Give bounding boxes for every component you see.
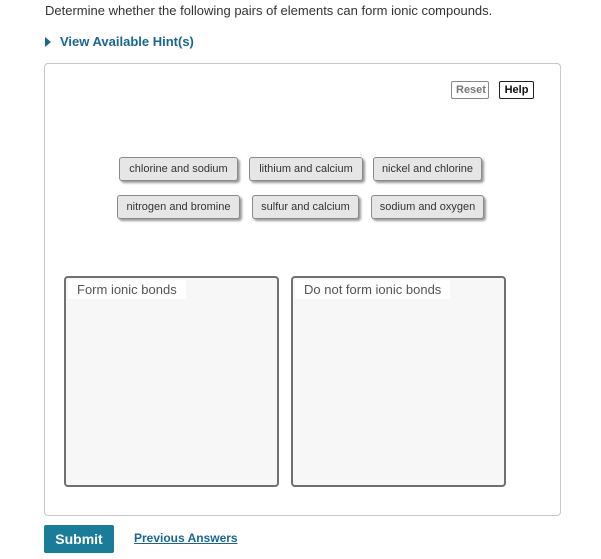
drag-drop-area (44, 63, 561, 516)
previous-answers-link[interactable]: Previous Answers (134, 531, 238, 545)
question-text: Determine whether the following pairs of elements can form ionic compounds. (45, 3, 493, 18)
caret-right-icon (45, 37, 51, 47)
draggable-tile-nitrogen-bromine[interactable]: nitrogen and bromine (117, 195, 240, 219)
view-hints-label: View Available Hint(s) (60, 34, 194, 49)
drop-zone-label: Form ionic bonds (68, 280, 186, 299)
view-hints-toggle[interactable] (45, 34, 194, 49)
submit-button[interactable]: Submit (44, 525, 114, 553)
reset-button[interactable]: Reset (451, 81, 489, 99)
draggable-tile-chlorine-sodium[interactable]: chlorine and sodium (119, 157, 238, 181)
drop-zone-label: Do not form ionic bonds (295, 280, 450, 299)
drop-zone-form-ionic-bonds[interactable] (64, 276, 279, 487)
drop-zone-do-not-form-ionic-bonds[interactable] (291, 276, 506, 487)
draggable-tile-sodium-oxygen[interactable]: sodium and oxygen (371, 195, 484, 219)
draggable-tile-lithium-calcium[interactable]: lithium and calcium (249, 157, 363, 181)
draggable-tile-nickel-chlorine[interactable]: nickel and chlorine (373, 157, 482, 181)
draggable-tile-sulfur-calcium[interactable]: sulfur and calcium (252, 195, 359, 219)
help-button[interactable]: Help (499, 81, 534, 99)
